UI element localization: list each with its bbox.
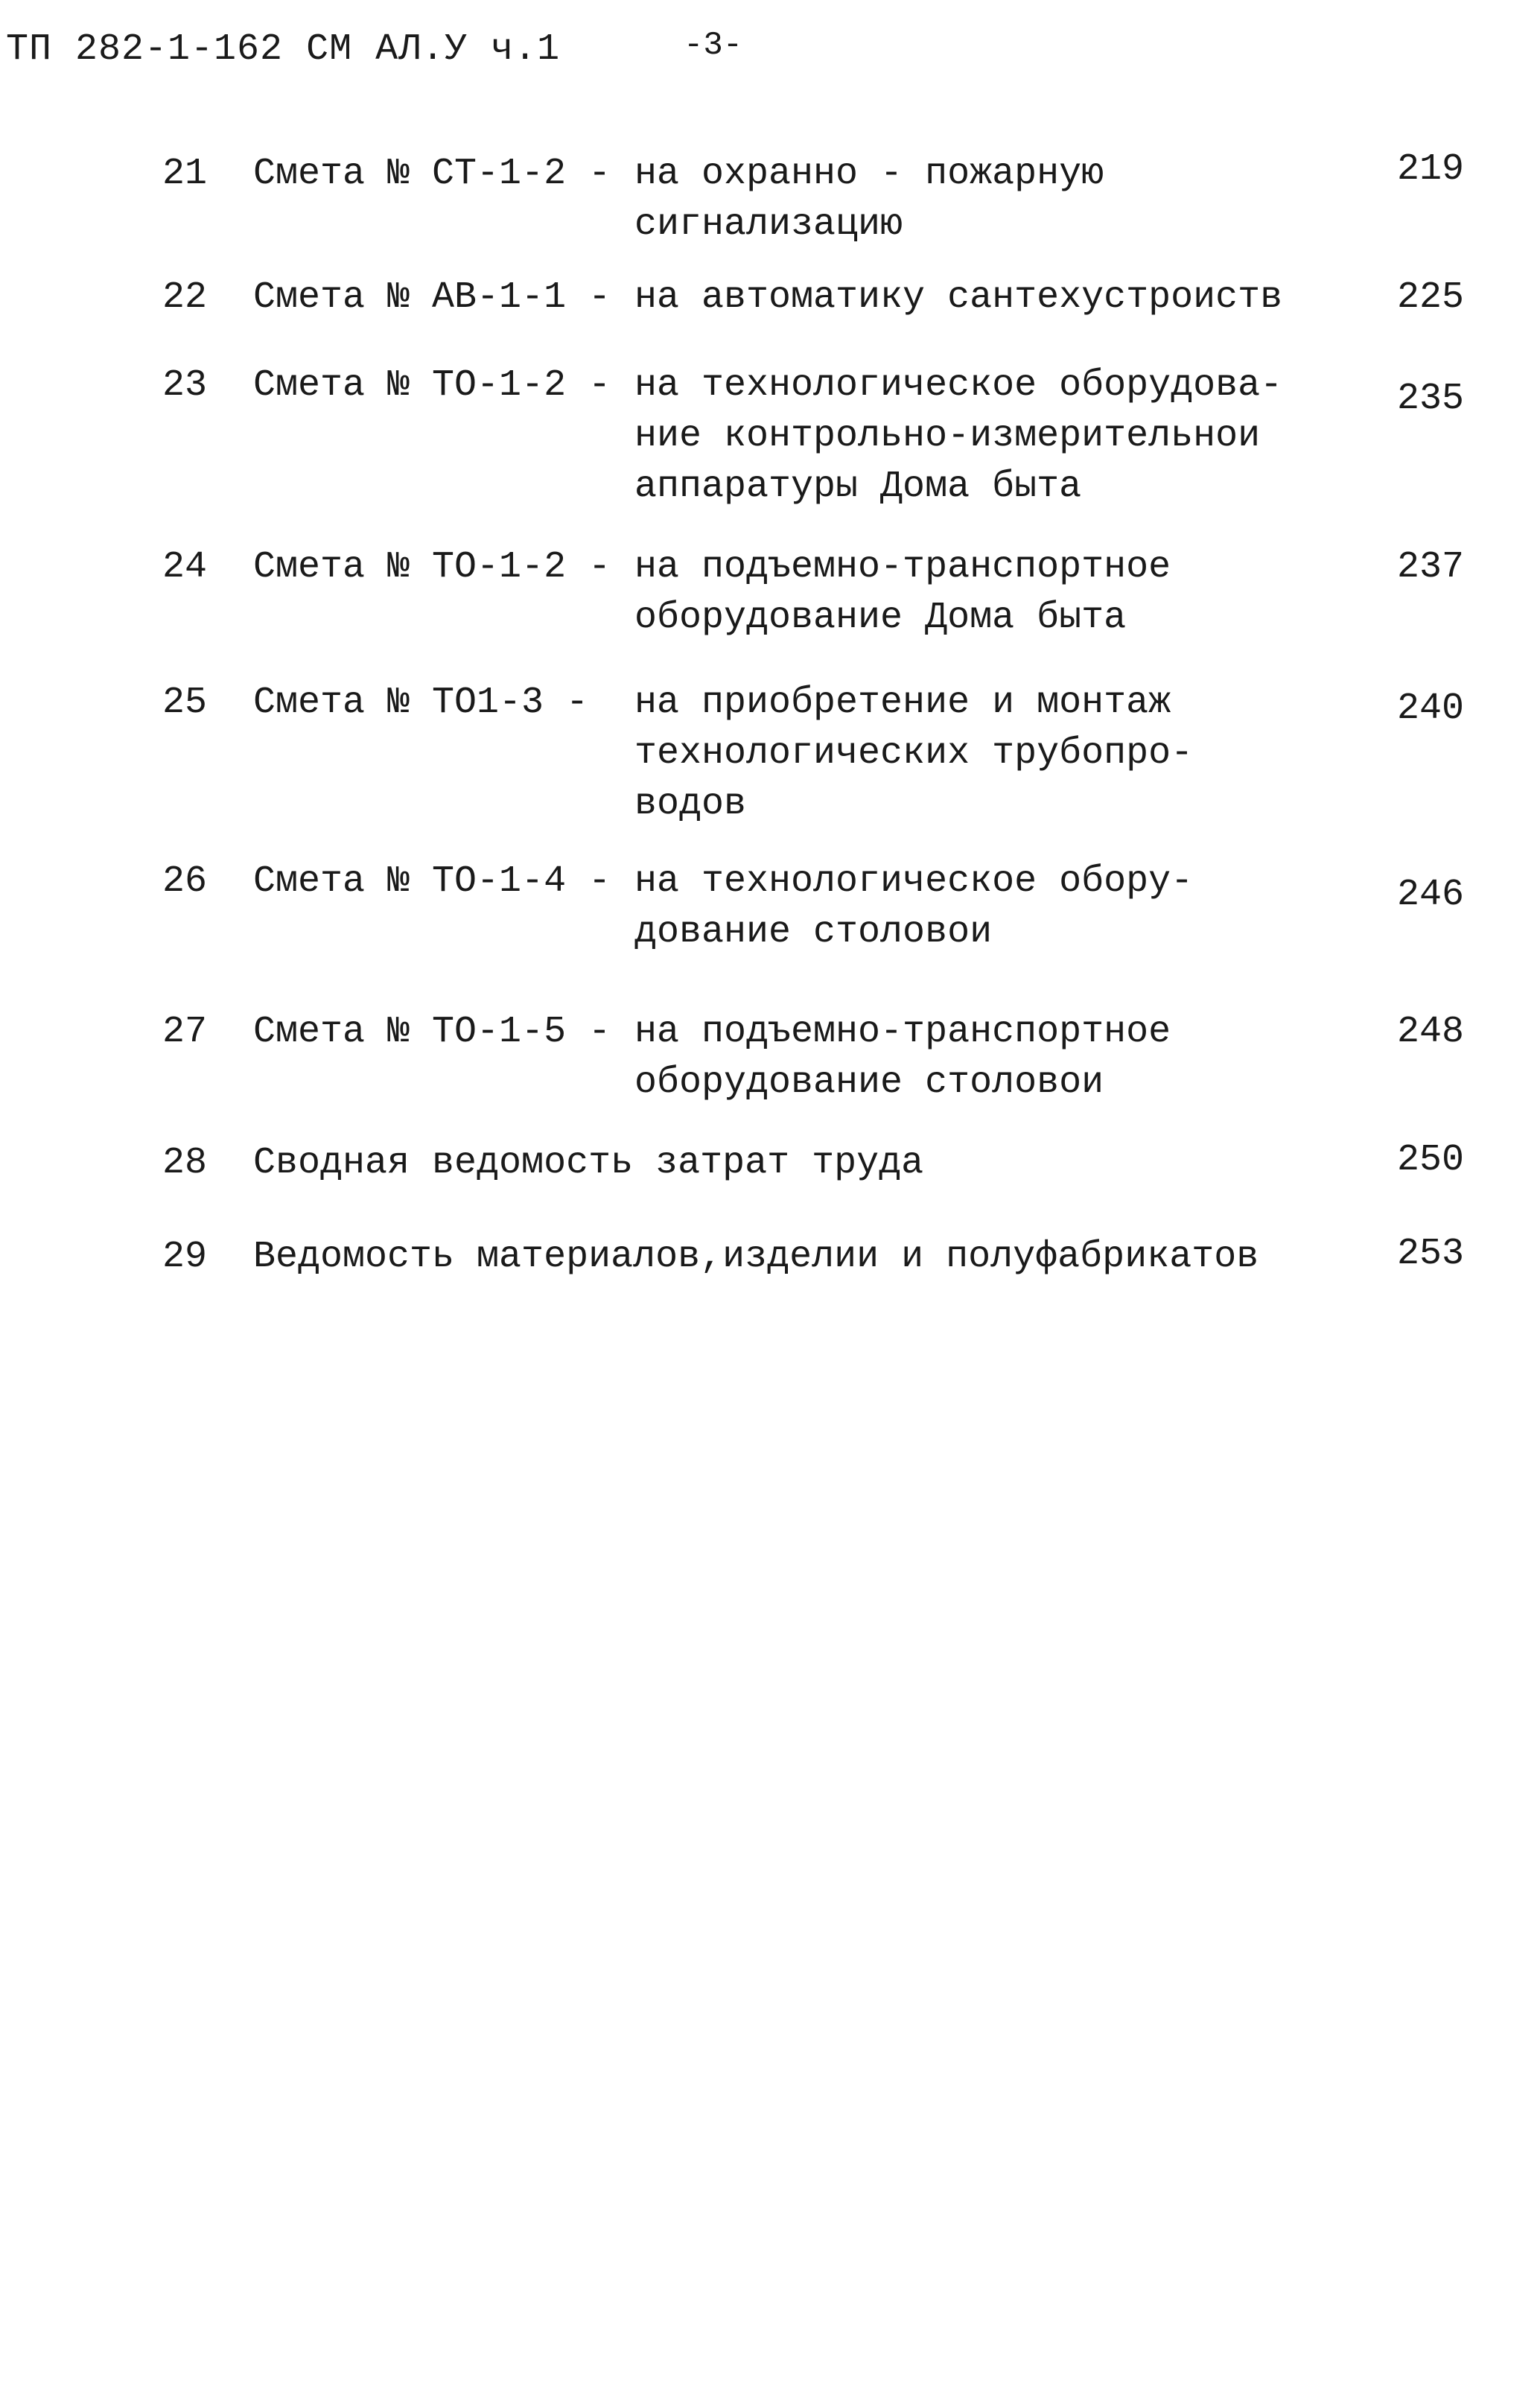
entry-estimate-id: Смета № ТО-1-5 - — [253, 1011, 611, 1053]
entry-description: на подъемно-транспортное оборудование Дома быта — [634, 546, 1171, 639]
entry-page-number: 225 — [1397, 276, 1465, 319]
entry-number: 22 — [162, 276, 208, 319]
entry-number: 26 — [162, 860, 208, 903]
entry-description: на автоматику сантехустроиств — [634, 276, 1283, 319]
entry-number: 21 — [162, 153, 208, 195]
entry-estimate-id: Смета № ТО-1-2 - — [253, 546, 611, 588]
entry-description: Ведомость материалов,изделии и полуфабрикатов — [253, 1236, 1259, 1278]
entry-description: на охранно - пожарную сигнализацию — [634, 153, 1104, 246]
entry-estimate-id: Смета № ТО-1-2 - — [253, 364, 611, 407]
entry-page-number: 250 — [1397, 1139, 1465, 1181]
entry-number: 27 — [162, 1011, 208, 1053]
entry-number: 28 — [162, 1142, 208, 1184]
entry-page-number: 235 — [1397, 378, 1465, 420]
entry-description: на подъемно-транспортное оборудование столовои — [634, 1011, 1171, 1104]
entry-description: Сводная ведомость затрат труда — [253, 1142, 924, 1184]
entry-page-number: 246 — [1397, 874, 1465, 916]
entry-page-number: 237 — [1397, 546, 1465, 588]
entry-page-number: 219 — [1397, 148, 1465, 191]
entry-page-number: 240 — [1397, 688, 1465, 730]
entry-description: на технологическое обору- дование столовои — [634, 860, 1194, 953]
entry-page-number: 253 — [1397, 1233, 1465, 1275]
entry-description: на приобретение и монтаж технологических трубопро- водов — [634, 682, 1194, 825]
entry-estimate-id: Смета № ТО1-3 - — [253, 682, 589, 724]
entry-estimate-id: Смета № ТО-1-4 - — [253, 860, 611, 903]
entry-number: 29 — [162, 1236, 208, 1278]
entry-description: на технологическое оборудова- ние контрольно-измерительнои аппаратуры Дома быта — [634, 364, 1283, 508]
entry-number: 23 — [162, 364, 208, 407]
page-number: -3- — [684, 27, 743, 64]
entry-estimate-id: Смета № АВ-1-1 - — [253, 276, 611, 319]
entry-number: 25 — [162, 682, 208, 724]
entry-estimate-id: Смета № СТ-1-2 - — [253, 153, 611, 195]
entry-number: 24 — [162, 546, 208, 588]
document-code: ТП 282-1-162 СМ АЛ.У ч.1 — [6, 28, 561, 71]
entry-page-number: 248 — [1397, 1011, 1465, 1053]
